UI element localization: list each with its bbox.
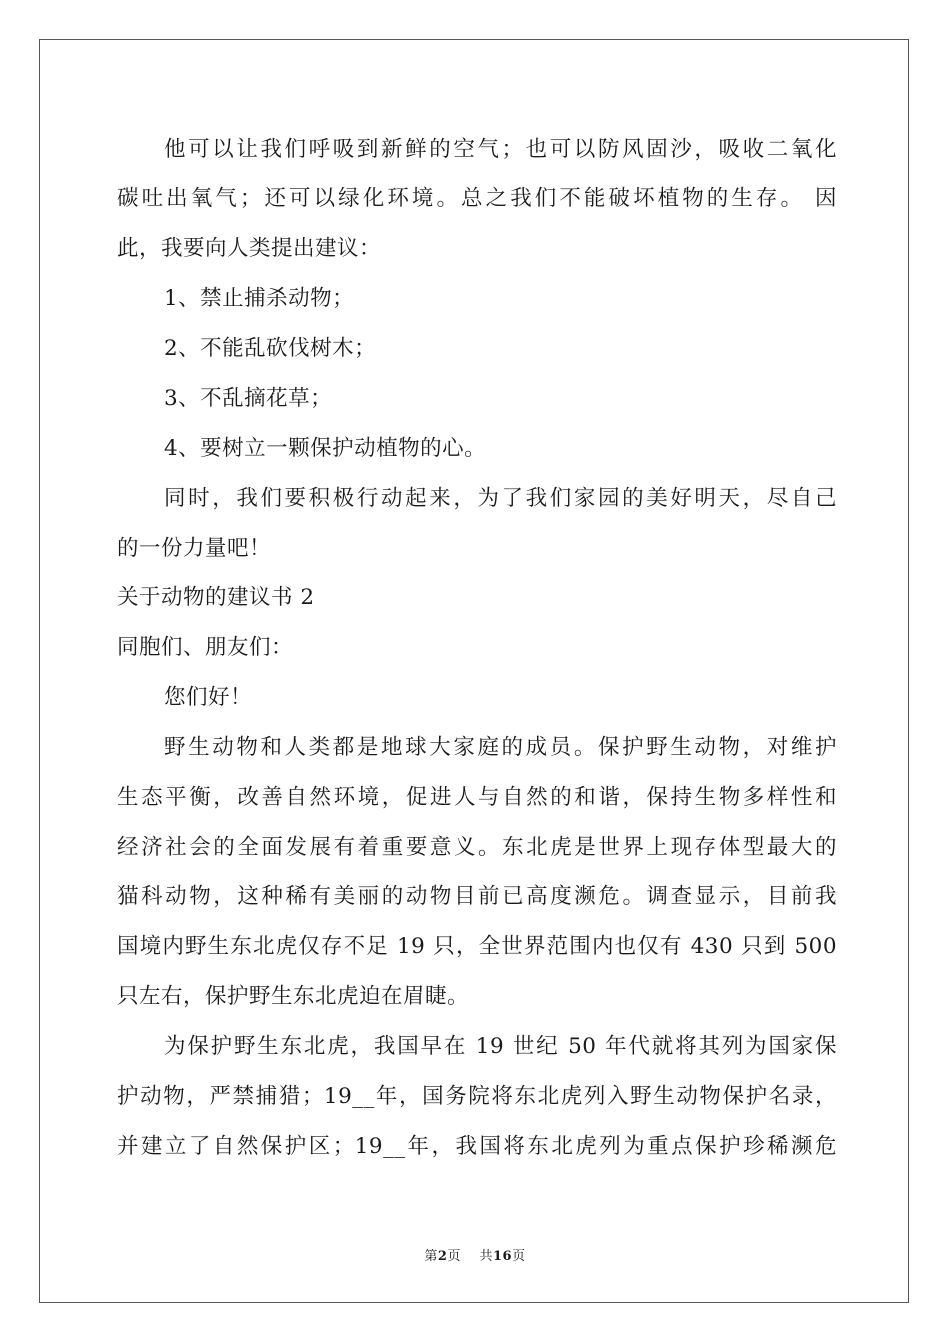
total-pages-number: 16 [492,1249,513,1264]
paragraph-line: 并建立了自然保护区；19__年，我国将东北虎列为重点保护珍稀濒危 [117,1134,837,1159]
paragraph-line: 护动物，严禁捕猎；19__年，国务院将东北虎列入野生动物保护名录， [117,1084,837,1109]
footer-suffix: 页 [512,1249,526,1264]
section-heading: 关于动物的建议书 2 [117,585,315,610]
current-page-number: 2 [437,1249,448,1264]
list-item: 1、禁止捕杀动物； [164,286,355,311]
paragraph-line: 碳吐出氧气；还可以绿化环境。总之我们不能破坏植物的生存。 因 [117,186,837,211]
paragraph-line: 为保护野生东北虎，我国早在 19 世纪 50 年代就将其列为国家保 [164,1034,837,1059]
paragraph-line: 经济社会的全面发展有着重要意义。东北虎是世界上现存体型最大的 [117,835,837,860]
list-item: 3、不乱摘花草； [164,386,333,411]
paragraph-line: 国境内野生东北虎仅存不足 19 只，全世界范围内也仅有 430 只到 500 [117,934,837,959]
footer-mid: 页 共 [447,1249,493,1264]
paragraph-line: 同时，我们要积极行动起来，为了我们家园的美好明天，尽自己 [164,486,837,511]
list-item: 2、不能乱砍伐树木； [164,336,377,361]
salutation: 同胞们、朋友们： [117,635,294,660]
page-frame [39,39,909,1303]
greeting: 您们好！ [164,685,253,710]
paragraph-line: 只左右，保护野生东北虎迫在眉睫。 [117,984,470,1009]
list-item: 4、要树立一颗保护动植物的心。 [164,436,487,461]
paragraph-line: 野生动物和人类都是地球大家庭的成员。保护野生动物，对维护 [164,735,837,760]
paragraph-line: 的一份力量吧！ [117,536,272,561]
paragraph-line: 此，我要向人类提出建议： [117,236,382,261]
page-footer [0,1245,950,1264]
footer-prefix: 第 [424,1249,438,1264]
paragraph-line: 猫科动物，这种稀有美丽的动物目前已高度濒危。调查显示，目前我 [117,884,837,909]
paragraph-line: 生态平衡，改善自然环境，促进人与自然的和谐，保持生物多样性和 [117,785,837,810]
paragraph-line: 他可以让我们呼吸到新鲜的空气；也可以防风固沙，吸收二氧化 [164,137,837,162]
